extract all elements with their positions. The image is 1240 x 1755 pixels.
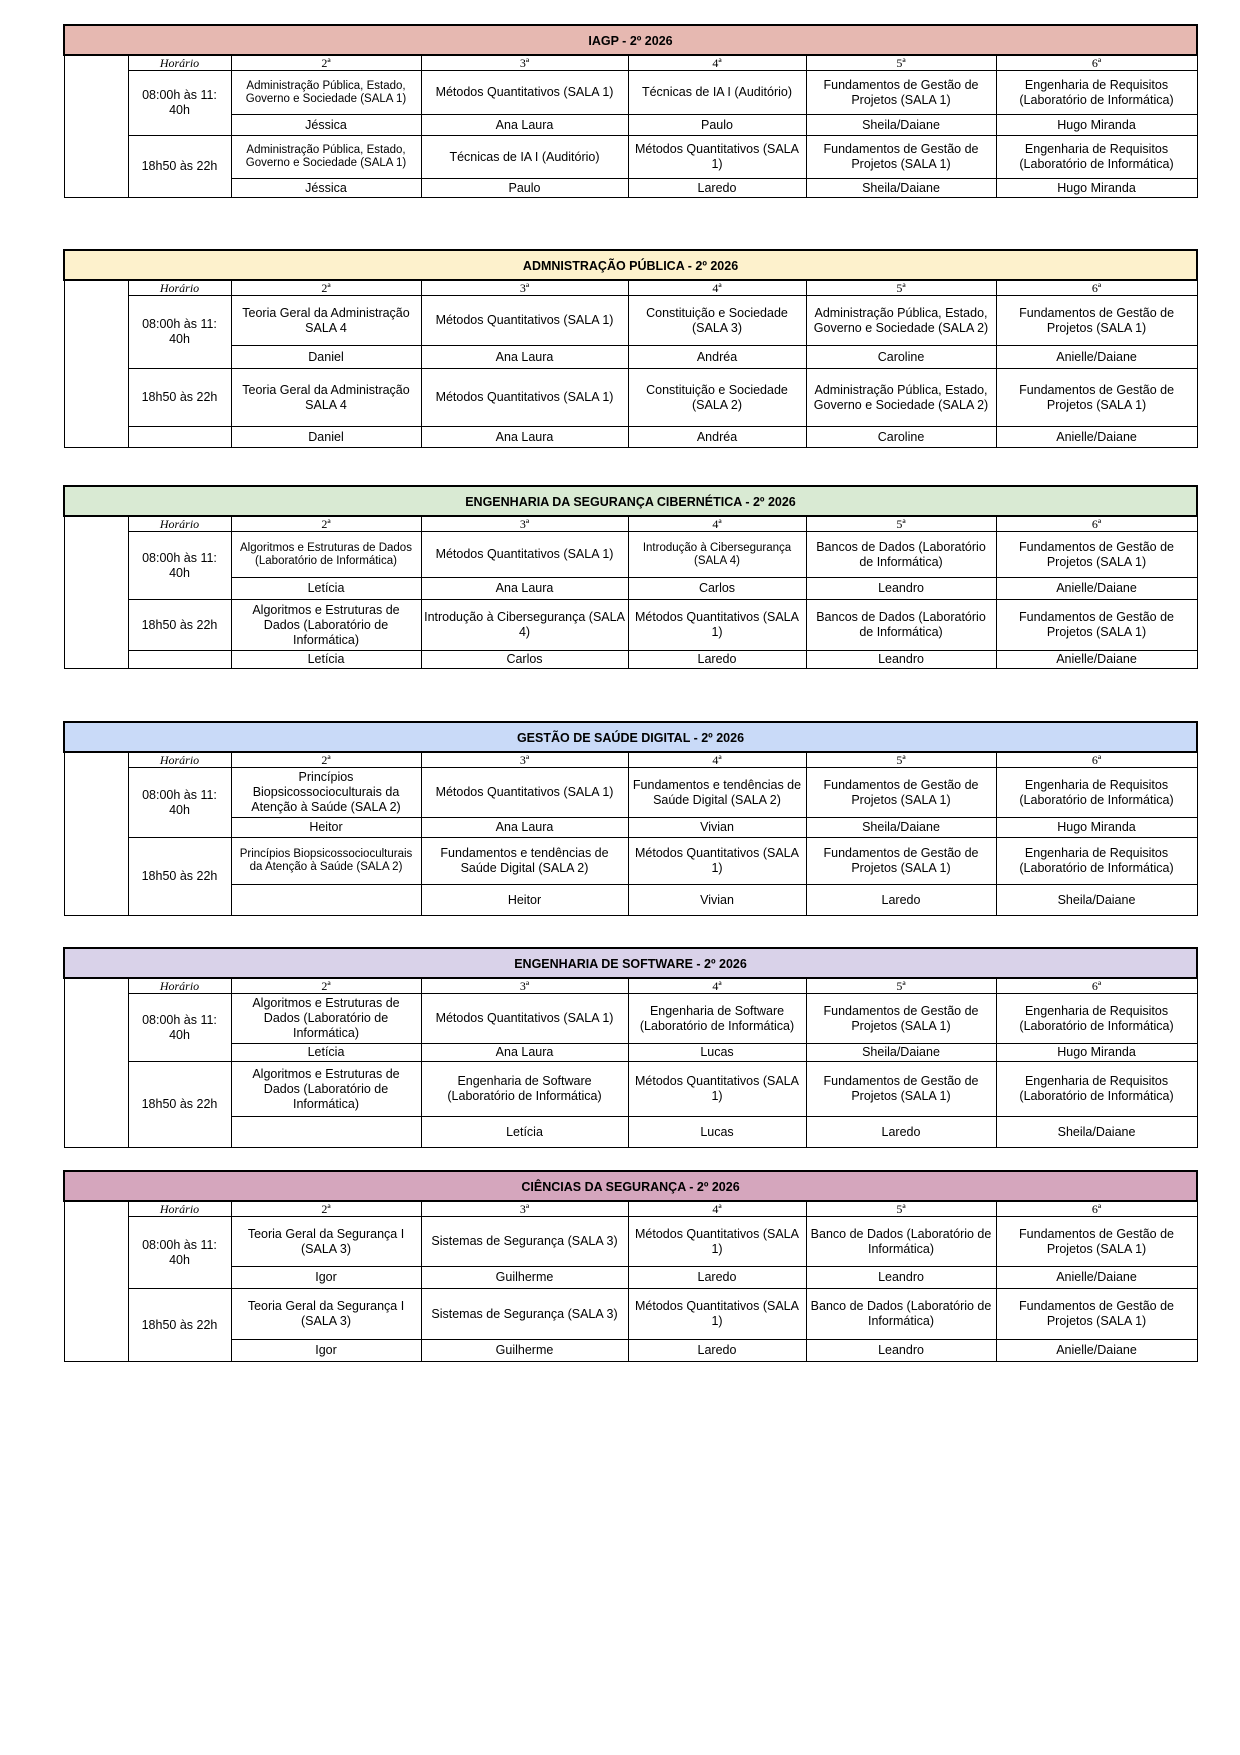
class-cell: Engenharia de Requisitos (Laboratório de Informática) [996, 768, 1197, 818]
teacher-cell: Letícia [421, 1117, 628, 1148]
class-cell: Métodos Quantitativos (SALA 1) [628, 600, 806, 651]
teacher-cell: Jéssica [231, 115, 421, 136]
time-slot-evening: 18h50 às 22h [128, 136, 231, 198]
header-day-3: 3ª [421, 978, 628, 994]
header-day-5: 5ª [806, 55, 996, 71]
teacher-cell: Ana Laura [421, 115, 628, 136]
class-cell: Princípios Biopsicossocioculturais da Atenção à Saúde (SALA 2) [231, 768, 421, 818]
class-cell: Constituição e Sociedade (SALA 2) [628, 369, 806, 427]
section-title: ENGENHARIA DA SEGURANÇA CIBERNÉTICA - 2º 2026 [64, 486, 1197, 516]
time-slot-evening: 18h50 às 22h [128, 369, 231, 427]
header-horario: Horário [128, 516, 231, 532]
teacher-cell: Hugo Miranda [996, 179, 1197, 198]
class-cell: Administração Pública, Estado, Governo e Sociedade (SALA 1) [231, 136, 421, 179]
class-cell: Administração Pública, Estado, Governo e Sociedade (SALA 1) [231, 71, 421, 115]
class-cell: Métodos Quantitativos (SALA 1) [421, 296, 628, 346]
teacher-cell: Laredo [628, 651, 806, 669]
header-day-4: 4ª [628, 752, 806, 768]
teacher-cell: Letícia [231, 1044, 421, 1062]
header-horario: Horário [128, 752, 231, 768]
class-cell: Engenharia de Requisitos (Laboratório de Informática) [996, 1062, 1197, 1117]
class-cell: Métodos Quantitativos (SALA 1) [628, 136, 806, 179]
header-day-6: 6ª [996, 55, 1197, 71]
teacher-cell: Anielle/Daiane [996, 346, 1197, 369]
class-cell: Administração Pública, Estado, Governo e Sociedade (SALA 2) [806, 369, 996, 427]
class-cell: Métodos Quantitativos (SALA 1) [421, 71, 628, 115]
class-cell: Princípios Biopsicossocioculturais da Atenção à Saúde (SALA 2) [231, 838, 421, 885]
class-cell: Métodos Quantitativos (SALA 1) [421, 369, 628, 427]
schedule-table-administracao-publica [63, 249, 1198, 448]
time-slot-morning: 08:00h às 11: 40h [128, 994, 231, 1062]
schedule-table-seguranca-cibernetica [63, 485, 1198, 669]
time-slot-morning: 08:00h às 11: 40h [128, 296, 231, 369]
class-cell: Sistemas de Segurança (SALA 3) [421, 1217, 628, 1267]
teacher-cell: Igor [231, 1340, 421, 1362]
teacher-cell: Caroline [806, 427, 996, 448]
blank-column [64, 978, 128, 1148]
teacher-cell: Sheila/Daiane [996, 1117, 1197, 1148]
teacher-cell: Andréa [628, 427, 806, 448]
teacher-cell: Carlos [628, 578, 806, 600]
teacher-cell: Igor [231, 1267, 421, 1289]
time-slot-evening: 18h50 às 22h [128, 1062, 231, 1148]
class-cell: Fundamentos de Gestão de Projetos (SALA 1) [996, 532, 1197, 578]
teacher-cell: Sheila/Daiane [806, 179, 996, 198]
teacher-cell: Lucas [628, 1117, 806, 1148]
header-day-5: 5ª [806, 516, 996, 532]
class-cell: Fundamentos e tendências de Saúde Digital (SALA 2) [421, 838, 628, 885]
class-cell: Fundamentos de Gestão de Projetos (SALA 1) [996, 1217, 1197, 1267]
time-slot-evening: 18h50 às 22h [128, 600, 231, 651]
header-day-4: 4ª [628, 55, 806, 71]
class-cell: Fundamentos de Gestão de Projetos (SALA 1) [806, 768, 996, 818]
class-cell: Bancos de Dados (Laboratório de Informática) [806, 532, 996, 578]
class-cell: Introdução à Cibersegurança (SALA 4) [421, 600, 628, 651]
class-cell: Fundamentos e tendências de Saúde Digital (SALA 2) [628, 768, 806, 818]
class-cell: Constituição e Sociedade (SALA 3) [628, 296, 806, 346]
teacher-cell: Sheila/Daiane [806, 115, 996, 136]
teacher-cell: Vivian [628, 885, 806, 916]
class-cell: Bancos de Dados (Laboratório de Informática) [806, 600, 996, 651]
teacher-cell: Anielle/Daiane [996, 1340, 1197, 1362]
teacher-cell: Sheila/Daiane [806, 1044, 996, 1062]
empty-cell [128, 651, 231, 669]
time-slot-morning: 08:00h às 11: 40h [128, 1217, 231, 1289]
class-cell: Fundamentos de Gestão de Projetos (SALA 1) [806, 71, 996, 115]
class-cell: Métodos Quantitativos (SALA 1) [421, 994, 628, 1044]
teacher-cell: Lucas [628, 1044, 806, 1062]
header-day-3: 3ª [421, 280, 628, 296]
class-cell: Fundamentos de Gestão de Projetos (SALA 1) [996, 296, 1197, 346]
class-cell: Técnicas de IA I (Auditório) [421, 136, 628, 179]
teacher-cell: Ana Laura [421, 1044, 628, 1062]
teacher-cell: Sheila/Daiane [806, 818, 996, 838]
time-slot-morning: 08:00h às 11: 40h [128, 71, 231, 136]
section-title: ADMNISTRAÇÃO PÚBLICA - 2º 2026 [64, 250, 1197, 280]
class-cell: Métodos Quantitativos (SALA 1) [421, 532, 628, 578]
class-cell: Teoria Geral da Administração SALA 4 [231, 296, 421, 346]
blank-column [64, 516, 128, 669]
teacher-cell: Sheila/Daiane [996, 885, 1197, 916]
header-day-4: 4ª [628, 280, 806, 296]
teacher-cell: Ana Laura [421, 346, 628, 369]
header-day-3: 3ª [421, 55, 628, 71]
schedule-table-saude-digital [63, 721, 1198, 916]
header-day-5: 5ª [806, 1201, 996, 1217]
header-day-3: 3ª [421, 1201, 628, 1217]
teacher-cell: Guilherme [421, 1267, 628, 1289]
class-cell: Sistemas de Segurança (SALA 3) [421, 1289, 628, 1340]
teacher-cell: Laredo [806, 885, 996, 916]
header-day-3: 3ª [421, 752, 628, 768]
header-day-4: 4ª [628, 978, 806, 994]
header-day-6: 6ª [996, 978, 1197, 994]
teacher-cell: Anielle/Daiane [996, 1267, 1197, 1289]
time-slot-evening: 18h50 às 22h [128, 838, 231, 916]
section-title: GESTÃO DE SAÚDE DIGITAL - 2º 2026 [64, 722, 1197, 752]
header-day-4: 4ª [628, 516, 806, 532]
header-day-2: 2ª [231, 1201, 421, 1217]
section-title: ENGENHARIA DE SOFTWARE - 2º 2026 [64, 948, 1197, 978]
header-day-6: 6ª [996, 280, 1197, 296]
class-cell: Métodos Quantitativos (SALA 1) [628, 1217, 806, 1267]
teacher-cell: Hugo Miranda [996, 818, 1197, 838]
blank-column [64, 1201, 128, 1362]
class-cell: Métodos Quantitativos (SALA 1) [628, 1062, 806, 1117]
class-cell: Teoria Geral da Administração SALA 4 [231, 369, 421, 427]
teacher-cell: Anielle/Daiane [996, 578, 1197, 600]
teacher-cell: Laredo [628, 1267, 806, 1289]
class-cell: Fundamentos de Gestão de Projetos (SALA 1) [806, 136, 996, 179]
header-day-3: 3ª [421, 516, 628, 532]
blank-column [64, 752, 128, 916]
teacher-cell: Leandro [806, 1267, 996, 1289]
header-day-2: 2ª [231, 978, 421, 994]
blank-column [64, 55, 128, 198]
class-cell: Banco de Dados (Laboratório de Informática) [806, 1289, 996, 1340]
teacher-cell: Anielle/Daiane [996, 651, 1197, 669]
class-cell: Algoritmos e Estruturas de Dados (Laboratório de Informática) [231, 600, 421, 651]
blank-column [64, 280, 128, 448]
teacher-cell: Carlos [421, 651, 628, 669]
class-cell: Engenharia de Requisitos (Laboratório de Informática) [996, 136, 1197, 179]
class-cell: Engenharia de Software (Laboratório de Informática) [421, 1062, 628, 1117]
teacher-cell: Paulo [628, 115, 806, 136]
class-cell: Fundamentos de Gestão de Projetos (SALA 1) [806, 994, 996, 1044]
teacher-cell: Daniel [231, 427, 421, 448]
teacher-cell: Caroline [806, 346, 996, 369]
teacher-cell: Vivian [628, 818, 806, 838]
class-cell: Métodos Quantitativos (SALA 1) [628, 1289, 806, 1340]
header-day-6: 6ª [996, 1201, 1197, 1217]
header-horario: Horário [128, 280, 231, 296]
header-day-2: 2ª [231, 280, 421, 296]
teacher-cell: Letícia [231, 651, 421, 669]
header-horario: Horário [128, 55, 231, 71]
header-day-2: 2ª [231, 516, 421, 532]
header-day-5: 5ª [806, 752, 996, 768]
teacher-cell: Hugo Miranda [996, 1044, 1197, 1062]
blank-cell [231, 885, 421, 916]
class-cell: Algoritmos e Estruturas de Dados (Laboratório de Informática) [231, 532, 421, 578]
header-day-6: 6ª [996, 752, 1197, 768]
header-day-2: 2ª [231, 55, 421, 71]
teacher-cell: Leandro [806, 1340, 996, 1362]
class-cell: Teoria Geral da Segurança I (SALA 3) [231, 1289, 421, 1340]
class-cell: Fundamentos de Gestão de Projetos (SALA 1) [806, 1062, 996, 1117]
teacher-cell: Paulo [421, 179, 628, 198]
class-cell: Algoritmos e Estruturas de Dados (Laboratório de Informática) [231, 994, 421, 1044]
teacher-cell: Leandro [806, 651, 996, 669]
teacher-cell: Jéssica [231, 179, 421, 198]
teacher-cell: Ana Laura [421, 818, 628, 838]
class-cell: Teoria Geral da Segurança I (SALA 3) [231, 1217, 421, 1267]
teacher-cell: Heitor [421, 885, 628, 916]
class-cell: Métodos Quantitativos (SALA 1) [421, 768, 628, 818]
class-cell: Técnicas de IA I (Auditório) [628, 71, 806, 115]
class-cell: Engenharia de Requisitos (Laboratório de Informática) [996, 838, 1197, 885]
class-cell: Fundamentos de Gestão de Projetos (SALA 1) [996, 369, 1197, 427]
teacher-cell: Letícia [231, 578, 421, 600]
header-day-4: 4ª [628, 1201, 806, 1217]
header-horario: Horário [128, 978, 231, 994]
header-day-6: 6ª [996, 516, 1197, 532]
time-slot-morning: 08:00h às 11: 40h [128, 768, 231, 838]
section-title: IAGP - 2º 2026 [64, 25, 1197, 55]
header-day-2: 2ª [231, 752, 421, 768]
teacher-cell: Anielle/Daiane [996, 427, 1197, 448]
time-slot-evening: 18h50 às 22h [128, 1289, 231, 1362]
class-cell: Métodos Quantitativos (SALA 1) [628, 838, 806, 885]
header-horario: Horário [128, 1201, 231, 1217]
class-cell: Fundamentos de Gestão de Projetos (SALA 1) [806, 838, 996, 885]
teacher-cell: Ana Laura [421, 427, 628, 448]
class-cell: Introdução à Cibersegurança (SALA 4) [628, 532, 806, 578]
class-cell: Banco de Dados (Laboratório de Informática) [806, 1217, 996, 1267]
header-day-5: 5ª [806, 280, 996, 296]
section-title: CIÊNCIAS DA SEGURANÇA - 2º 2026 [64, 1171, 1197, 1201]
time-slot-morning: 08:00h às 11: 40h [128, 532, 231, 600]
class-cell: Fundamentos de Gestão de Projetos (SALA 1) [996, 1289, 1197, 1340]
teacher-cell: Andréa [628, 346, 806, 369]
class-cell: Algoritmos e Estruturas de Dados (Laboratório de Informática) [231, 1062, 421, 1117]
teacher-cell: Ana Laura [421, 578, 628, 600]
empty-cell [128, 427, 231, 448]
header-day-5: 5ª [806, 978, 996, 994]
teacher-cell: Laredo [628, 179, 806, 198]
teacher-cell: Guilherme [421, 1340, 628, 1362]
teacher-cell: Laredo [628, 1340, 806, 1362]
teacher-cell: Leandro [806, 578, 996, 600]
teacher-cell: Heitor [231, 818, 421, 838]
class-cell: Fundamentos de Gestão de Projetos (SALA 1) [996, 600, 1197, 651]
class-cell: Administração Pública, Estado, Governo e Sociedade (SALA 2) [806, 296, 996, 346]
blank-cell [231, 1117, 421, 1148]
class-cell: Engenharia de Requisitos (Laboratório de Informática) [996, 71, 1197, 115]
teacher-cell: Daniel [231, 346, 421, 369]
schedule-table-iagp [63, 24, 1198, 198]
teacher-cell: Hugo Miranda [996, 115, 1197, 136]
class-cell: Engenharia de Software (Laboratório de Informática) [628, 994, 806, 1044]
schedule-table-engenharia-software [63, 947, 1198, 1148]
schedule-table-ciencias-seguranca [63, 1170, 1198, 1362]
class-cell: Engenharia de Requisitos (Laboratório de Informática) [996, 994, 1197, 1044]
teacher-cell: Laredo [806, 1117, 996, 1148]
